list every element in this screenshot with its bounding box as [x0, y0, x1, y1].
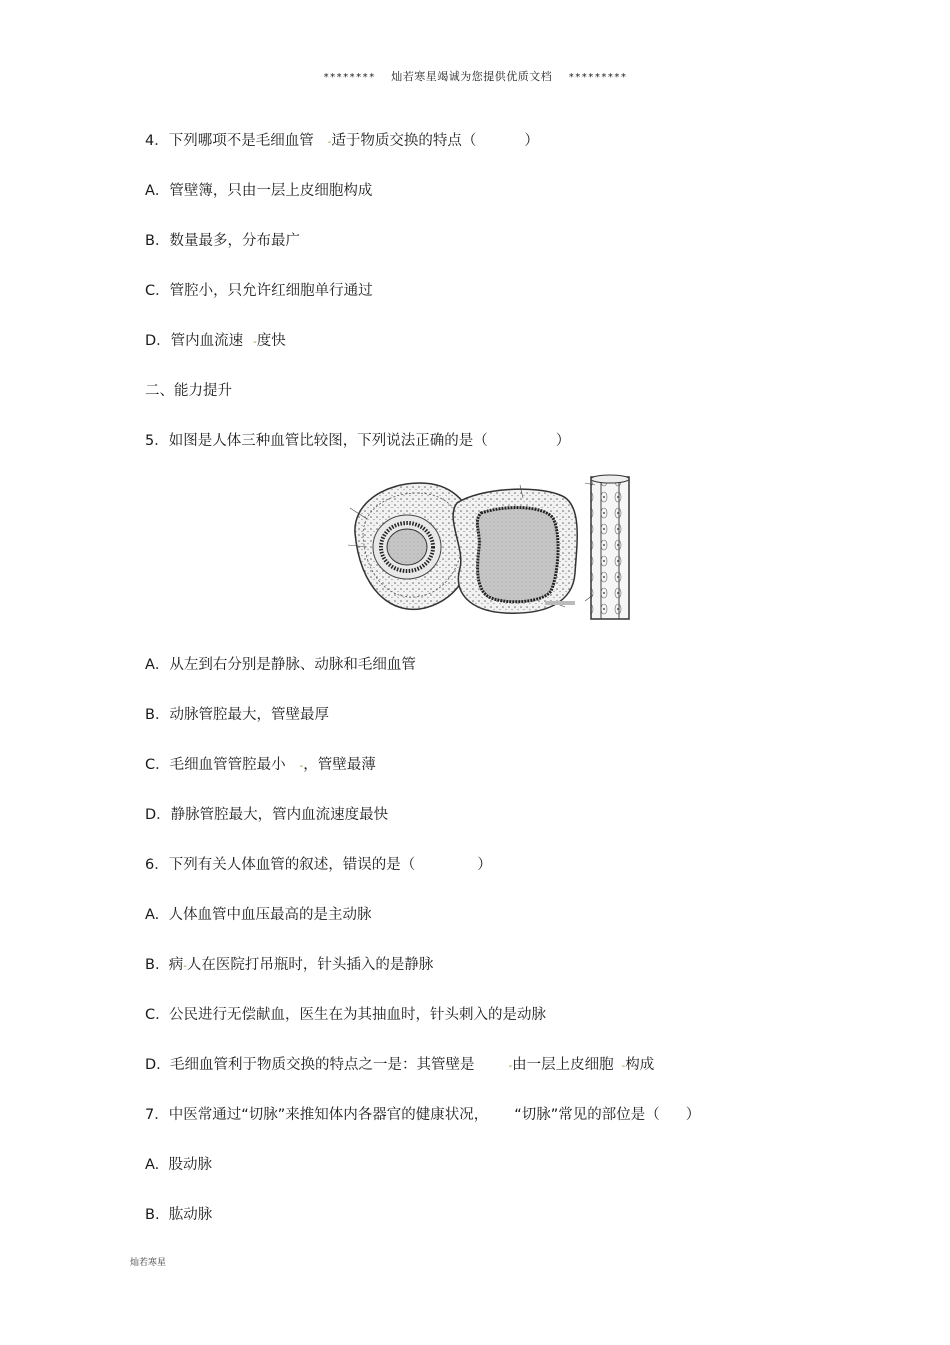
question-number: 4． [145, 133, 169, 149]
question-text: “切脉”常见的部位是（ [514, 1107, 660, 1123]
q6-option-a: A. 人体血管中血压最高的是主动脉 [145, 907, 372, 923]
q6-option-b [145, 955, 433, 977]
vein-cross-section [453, 485, 577, 613]
question-text: 下列有关人体血管的叙述，错误的是（ [168, 857, 416, 873]
q5-option-c [145, 755, 376, 777]
q4-option-b: B．数量最多，分布最广 [145, 233, 300, 249]
question-number: 6． [145, 857, 169, 873]
question-text: 中医常通过“切脉”来推知体内各器官的健康状况， [168, 1107, 489, 1123]
option-text: D．管内血流速 [145, 333, 244, 349]
q4-option-c: C．管腔小，只允许红细胞单行通过 [145, 283, 373, 299]
question-text: 适于物质交换的特点（ [331, 133, 477, 149]
q4-option-d [145, 331, 286, 353]
artifact-mark: - [327, 137, 332, 148]
q5-option-d: D．静脉管腔最大，管内血流速度最快 [145, 807, 389, 823]
option-text: 由一层上皮细胞 [512, 1057, 614, 1073]
q5-option-b: B．动脉管腔最大，管壁最厚 [145, 707, 329, 723]
question-4-stem [145, 131, 539, 153]
question-text: ） [685, 1107, 701, 1123]
question-text: ） [477, 857, 492, 873]
question-7-stem [145, 1105, 700, 1125]
artifact-mark: - [253, 337, 257, 348]
artifact-mark: - [508, 1061, 513, 1072]
option-text: 人在医院打吊瓶时，针头插入的是静脉 [186, 957, 434, 973]
page-footer: 灿若寒星 [130, 1258, 167, 1268]
question-text: ） [555, 433, 571, 449]
q7-option-b: B. 肱动脉 [145, 1207, 213, 1223]
q7-option-a: A. 股动脉 [145, 1157, 212, 1173]
option-text: ，管壁最薄 [303, 757, 376, 773]
option-text: B. 病 [145, 957, 184, 973]
option-text: 度快 [256, 333, 286, 349]
header-title: 灿若寒星竭诚为您提供优质文档 [391, 70, 553, 83]
q6-option-c: C. 公民进行无偿献血，医生在为其抽血时，针头刺入的是动脉 [145, 1007, 546, 1023]
question-6-stem [145, 855, 492, 875]
q6-option-d [145, 1055, 654, 1077]
capillary-longitudinal-section [585, 475, 629, 619]
option-text: D. 毛细血管利于物质交换的特点之一是：其管壁是 [145, 1057, 475, 1073]
question-text: 如图是人体三种血管比较图，下列说法正确的是（ [168, 433, 488, 449]
section-title: 二、能力提升 [145, 383, 232, 399]
artifact-mark: - [621, 1061, 626, 1072]
option-text: C．毛细血管管腔最小 [145, 757, 286, 773]
header-stars-right: ********* [568, 72, 627, 83]
question-text: 下列哪项不是毛细血管 [168, 133, 314, 149]
artery-cross-section [348, 483, 474, 609]
page-header [0, 68, 950, 84]
question-number: 5． [145, 433, 169, 449]
artifact-mark: - [299, 761, 304, 772]
artifact-mark: - [183, 961, 187, 972]
question-number: 7． [145, 1107, 169, 1123]
q4-option-a: A．管壁簿，只由一层上皮细胞构成 [145, 183, 373, 199]
blood-vessel-comparison-figure [345, 473, 635, 621]
header-stars-left: ******** [323, 72, 376, 83]
option-text: 构成 [625, 1057, 655, 1073]
q5-option-a: A．从左到右分别是静脉、动脉和毛细血管 [145, 657, 416, 673]
question-5-stem [145, 431, 570, 451]
question-text: ） [524, 133, 539, 149]
